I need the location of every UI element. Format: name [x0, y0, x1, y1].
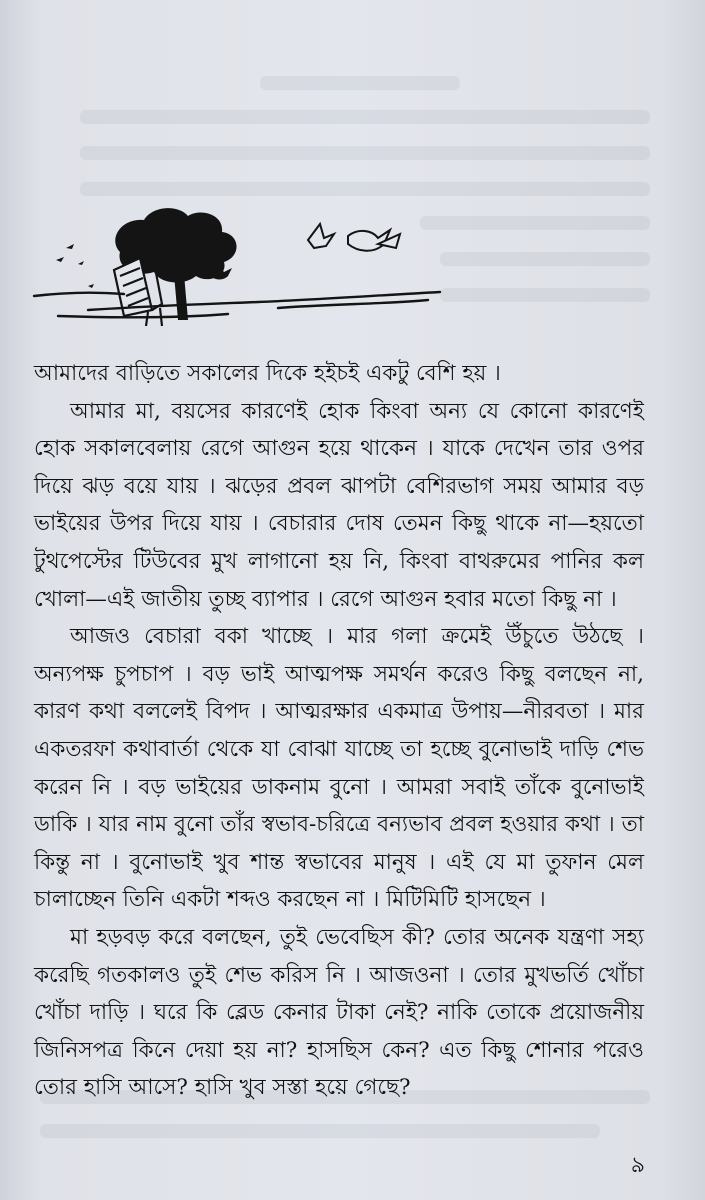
- ground-lines: [34, 292, 440, 317]
- page-number: ৯: [630, 1153, 645, 1178]
- show-through-line: [420, 216, 650, 230]
- show-through-line: [80, 146, 650, 160]
- show-through-line: [440, 252, 650, 266]
- show-through-line: [260, 76, 460, 90]
- paragraph-4: মা হড়বড় করে বলছেন, তুই ভেবেছিস কী? তোর অনেক যন্ত্রণা সহ্য করেছি গতকালও তুই শেভ করিস নি । আজওনা । তোর মুখভর্তি খোঁচা খোঁচা দাড়ি । ঘরে কি ব্লেড কেনার টাকা নেই? নাকি তোকে প্রয়োজনীয় জিনিসপত্র কিনে দেয়া হয় না? হাসছিস কেন? এত কিছু শোনার পরেও তোর হাসি আসে? হাসি খুব সস্তা হয়ে গেছে?: [34, 924, 644, 1101]
- show-through-line: [80, 110, 650, 124]
- body-text: [34, 355, 644, 1107]
- show-through-line: [440, 288, 650, 302]
- paragraph-3: আজও বেচারা বকা খাচ্ছে । মার গলা ক্রমেই উঁচুতে উঠছে । অন্যপক্ষ চুপচাপ । বড় ভাই আত্মপক্ষ সমর্থন করেও কিছু বলছেন না, কারণ কথা বললেই বিপদ । আত্মরক্ষার একমাত্র উপায়—নীরবতা । মার একতরফা কথাবার্তা থেকে যা বোঝা যাচ্ছে তা হচ্ছে বুনোভাই দাড়ি শেভ করেন নি । বড় ভাইয়ের ডাকনাম বুনো । আমরা সবাই তাঁকে বুনোভাই ডাকি । যার নাম বুনো তাঁর স্বভাব-চরিত্রে বন্যভাব প্রবল হওয়ার কথা । তা কিন্তু না । বুনোভাই খুব শান্ত স্বভাবের মানুষ । এই যে মা তুফান মেল চালাচ্ছেন তিনি একটা শব্দও করছেন না । মিটিমিটি হাসছেন ।: [34, 624, 644, 913]
- chapter-illustration: [28, 200, 448, 340]
- paragraph-2: আমার মা, বয়সের কারণেই হোক কিংবা অন্য যে কোনো কারণেই হোক সকালবেলায় রেগে আগুন হয়ে থাকেন । যাকে দেখেন তার ওপর দিয়ে ঝড় বয়ে যায় । ঝড়ের প্রবল ঝাপটা বেশিরভাগ সময় আমার বড় ভাইয়ের উপর দিয়ে যায় । বেচারার দোষ তেমন কিছু থাকে না—হয়তো টুথপেস্টের টিউবের মুখ লাগানো হয় নি, কিংবা বাথরুমের পানির কল খোলা—এই জাতীয় তুচ্ছ ব্যাপার । রেগে আগুন হবার মতো কিছু না ।: [34, 398, 644, 612]
- show-through-line: [40, 1124, 600, 1138]
- doves: [308, 224, 400, 251]
- flying-birds-left: [56, 244, 94, 288]
- paragraph-1: আমাদের বাড়িতে সকালের দিকে হইচই একটু বেশি হয় ।: [34, 361, 501, 386]
- show-through-line: [80, 182, 650, 196]
